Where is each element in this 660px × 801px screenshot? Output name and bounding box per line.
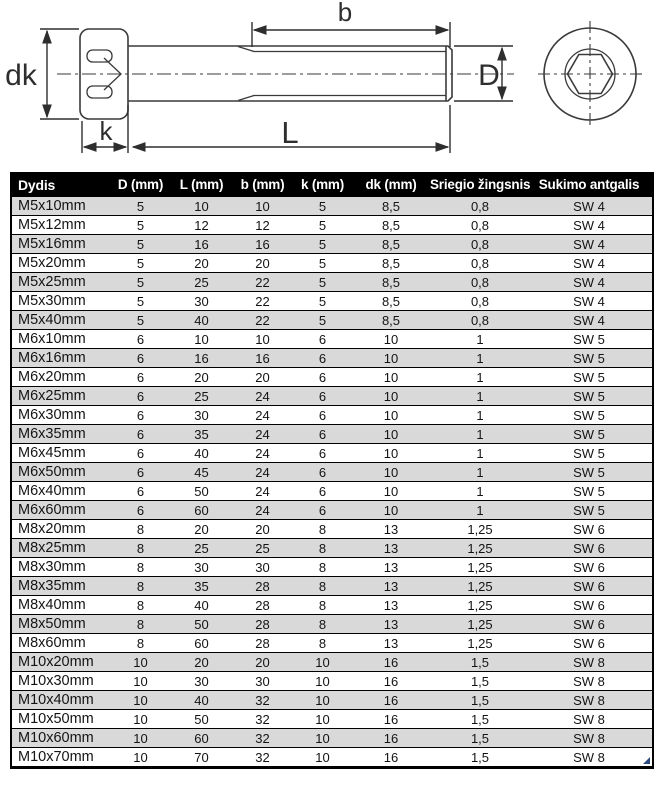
table-cell: 8 — [136, 541, 145, 555]
table-cell: 6 — [318, 427, 327, 441]
table-cell: 0,8 — [470, 275, 490, 289]
table-row — [12, 557, 652, 576]
table-cell: 30 — [194, 294, 209, 308]
table-cell: 16 — [383, 712, 399, 726]
table-cell: SW 5 — [573, 408, 605, 422]
table-cell: M6x10mm — [18, 331, 86, 347]
table-row — [12, 215, 652, 234]
column-header: Dydis — [18, 177, 56, 193]
column-header: dk (mm) — [365, 177, 417, 192]
column-header: D (mm) — [117, 177, 164, 192]
table-cell: 10 — [315, 712, 330, 726]
table-cell: 16 — [383, 674, 399, 688]
table-cell: SW 4 — [573, 275, 605, 289]
table-cell: 20 — [255, 655, 270, 669]
column-header: Sukimo antgalis — [538, 177, 640, 192]
table-cell: 24 — [255, 446, 270, 460]
table-cell: 6 — [136, 465, 145, 479]
table-cell: 6 — [318, 332, 327, 346]
table-row — [12, 291, 652, 310]
dim-label-D: D — [478, 59, 500, 92]
table-cell: 6 — [318, 408, 327, 422]
table-cell: 40 — [194, 446, 209, 460]
table-cell: 20 — [194, 655, 209, 669]
table-cell: 8 — [318, 560, 327, 574]
table-cell: 13 — [383, 560, 399, 574]
table-row — [12, 595, 652, 614]
table-cell: M8x20mm — [18, 521, 86, 537]
table-cell: 24 — [255, 503, 270, 517]
table-cell: M6x50mm — [18, 464, 86, 480]
table-cell: 40 — [194, 693, 209, 707]
table-cell: 6 — [136, 370, 145, 384]
table-cell: 30 — [255, 560, 270, 574]
table-cell: 10 — [194, 199, 209, 213]
table-cell: 8,5 — [381, 275, 401, 289]
dim-label-k: k — [99, 116, 113, 146]
table-cell: SW 5 — [573, 389, 605, 403]
table-cell: 5 — [136, 294, 145, 308]
table-row — [12, 747, 652, 766]
table-cell: 10 — [194, 332, 209, 346]
table-row — [12, 272, 652, 291]
table-cell: 1,5 — [470, 655, 490, 669]
table-cell: 28 — [255, 598, 270, 612]
table-cell: 10 — [255, 199, 270, 213]
table-cell: 16 — [194, 237, 209, 251]
table-cell: 0,8 — [470, 313, 490, 327]
table-cell: M8x30mm — [18, 559, 86, 575]
table-cell: SW 6 — [573, 541, 605, 555]
column-header: b (mm) — [240, 177, 285, 192]
table-cell: 28 — [255, 636, 270, 650]
table-row — [12, 728, 652, 747]
table-cell: 8,5 — [381, 256, 401, 270]
table-cell: SW 5 — [573, 370, 605, 384]
table-row — [12, 690, 652, 709]
table-cell: 24 — [255, 427, 270, 441]
end-view-crosshair — [538, 21, 642, 127]
table-cell: 10 — [255, 332, 270, 346]
table-cell: 8 — [318, 579, 327, 593]
table-cell: 60 — [194, 503, 209, 517]
table-cell: 5 — [318, 313, 327, 327]
table-cell: 10 — [133, 712, 148, 726]
table-cell: 1 — [476, 332, 484, 346]
table-cell: 6 — [136, 389, 145, 403]
table-row — [12, 538, 652, 557]
table-cell: 8 — [318, 522, 327, 536]
table-cell: SW 8 — [573, 674, 605, 688]
table-cell: M5x20mm — [18, 255, 86, 271]
table-cell: 22 — [255, 313, 270, 327]
table-cell: 70 — [194, 750, 209, 764]
table-cell: 28 — [255, 579, 270, 593]
table-row — [12, 633, 652, 652]
table-cell: 10 — [383, 484, 399, 498]
table-cell: SW 5 — [573, 465, 605, 479]
table-cell: 1 — [476, 503, 484, 517]
end-view — [538, 21, 642, 127]
table-cell: 10 — [383, 427, 399, 441]
table-cell: 5 — [136, 237, 145, 251]
table-cell: 16 — [383, 655, 399, 669]
table-cell: 16 — [194, 351, 209, 365]
table-cell: 6 — [318, 465, 327, 479]
table-cell: 8,5 — [381, 237, 401, 251]
table-cell: 10 — [383, 446, 399, 460]
table-cell: 10 — [133, 693, 148, 707]
table-cell: 5 — [136, 199, 145, 213]
table-cell: 10 — [383, 351, 399, 365]
table-cell: 25 — [194, 541, 209, 555]
table-cell: 10 — [315, 655, 330, 669]
table-row — [12, 329, 652, 348]
table-cell: 8 — [136, 598, 145, 612]
table-cell: SW 6 — [573, 617, 605, 631]
table-cell: 12 — [255, 218, 270, 232]
table-row — [12, 443, 652, 462]
table-row — [12, 614, 652, 633]
table-cell: 6 — [136, 332, 145, 346]
table-cell: 6 — [136, 503, 145, 517]
table-cell: 8,5 — [381, 199, 401, 213]
table-cell: 0,8 — [470, 294, 490, 308]
table-cell: 1,5 — [470, 693, 490, 707]
table-cell: 8,5 — [381, 294, 401, 308]
table-cell: 24 — [255, 408, 270, 422]
table-cell: 6 — [136, 446, 145, 460]
table-cell: 1 — [476, 370, 484, 384]
table-cell: 6 — [318, 370, 327, 384]
dim-label-b: b — [337, 0, 353, 27]
column-header: L (mm) — [179, 177, 224, 192]
table-cell: M6x20mm — [18, 369, 86, 385]
table-cell: 50 — [194, 617, 209, 631]
table-cell: 50 — [194, 484, 209, 498]
table-cell: 35 — [194, 427, 209, 441]
table-cell: SW 5 — [573, 351, 605, 365]
table-cell: SW 8 — [573, 731, 605, 745]
table-cell: 35 — [194, 579, 209, 593]
table-cell: SW 6 — [573, 598, 605, 612]
table-cell: SW 4 — [573, 313, 605, 327]
table-cell: M8x60mm — [18, 635, 86, 651]
table-cell: 10 — [315, 731, 330, 745]
table-cell: M10x30mm — [18, 673, 94, 689]
table-cell: 30 — [255, 674, 270, 688]
table-cell: M10x70mm — [18, 749, 94, 765]
table-cell: 1,25 — [467, 617, 493, 631]
table-cell: SW 6 — [573, 636, 605, 650]
table-cell: SW 6 — [573, 560, 605, 574]
table-cell: 25 — [194, 275, 209, 289]
table-row — [12, 709, 652, 728]
table-cell: 32 — [255, 731, 270, 745]
table-cell: M5x30mm — [18, 293, 86, 309]
table-cell: SW 5 — [573, 446, 605, 460]
table-cell: 13 — [383, 541, 399, 555]
table-cell: 13 — [383, 617, 399, 631]
table-row — [12, 386, 652, 405]
spec-table — [10, 172, 654, 769]
table-cell: 13 — [383, 598, 399, 612]
table-cell: 1,5 — [470, 674, 490, 688]
table-cell: SW 5 — [573, 427, 605, 441]
table-cell: M10x20mm — [18, 654, 94, 670]
table-cell: 1 — [476, 465, 484, 479]
table-cell: 50 — [194, 712, 209, 726]
table-cell: SW 4 — [573, 256, 605, 270]
table-cell: M8x50mm — [18, 616, 86, 632]
table-cell: M8x40mm — [18, 597, 86, 613]
table-cell: 1 — [476, 351, 484, 365]
table-cell: 1 — [476, 484, 484, 498]
table-cell: M10x60mm — [18, 730, 94, 746]
table-row — [12, 671, 652, 690]
table-cell: 60 — [194, 636, 209, 650]
table-cell: M8x25mm — [18, 540, 86, 556]
table-cell: 8 — [318, 617, 327, 631]
table-cell: M6x16mm — [18, 350, 86, 366]
table-cell: 24 — [255, 389, 270, 403]
dim-label-dk: dk — [5, 59, 37, 92]
table-cell: 28 — [255, 617, 270, 631]
table-cell: 5 — [136, 256, 145, 270]
table-cell: M10x40mm — [18, 692, 94, 708]
table-cell: SW 4 — [573, 218, 605, 232]
table-cell: 5 — [136, 313, 145, 327]
table-cell: 32 — [255, 712, 270, 726]
table-cell: 16 — [255, 237, 270, 251]
table-cell: 13 — [383, 636, 399, 650]
table-row — [12, 424, 652, 443]
table-cell: SW 4 — [573, 294, 605, 308]
table-cell: 1 — [476, 427, 484, 441]
table-cell: 20 — [194, 522, 209, 536]
table-cell: 6 — [318, 351, 327, 365]
table-cell: 1 — [476, 446, 484, 460]
table-cell: 8 — [318, 541, 327, 555]
table-cell: 0,8 — [470, 237, 490, 251]
table-cell: 10 — [383, 389, 399, 403]
table-cell: 22 — [255, 275, 270, 289]
table-cell: M6x25mm — [18, 388, 86, 404]
table-row — [12, 462, 652, 481]
side-view — [57, 29, 514, 119]
table-cell: 30 — [194, 560, 209, 574]
table-cell: 1 — [476, 389, 484, 403]
table-row — [12, 576, 652, 595]
table-cell: 10 — [133, 731, 148, 745]
table-cell: 8 — [136, 560, 145, 574]
table-cell: 60 — [194, 731, 209, 745]
table-cell: 5 — [318, 256, 327, 270]
table-cell: 20 — [255, 370, 270, 384]
column-header: Sriegio žingsnis — [430, 177, 530, 192]
table-cell: 5 — [318, 294, 327, 308]
table-row — [12, 348, 652, 367]
table-cell: 30 — [194, 674, 209, 688]
table-cell: SW 5 — [573, 484, 605, 498]
table-cell: 40 — [194, 313, 209, 327]
table-row — [12, 652, 652, 671]
table-cell: 20 — [255, 522, 270, 536]
table-cell: 10 — [133, 655, 148, 669]
table-cell: 32 — [255, 750, 270, 764]
table-cell: 22 — [255, 294, 270, 308]
table-cell: 1,25 — [467, 541, 493, 555]
table-cell: SW 4 — [573, 237, 605, 251]
table-cell: 1,5 — [470, 712, 490, 726]
selection-handle — [643, 757, 650, 764]
table-cell: M10x50mm — [18, 711, 94, 727]
table-cell: M6x30mm — [18, 407, 86, 423]
table-cell: 6 — [136, 408, 145, 422]
table-cell: 1,25 — [467, 522, 493, 536]
table-cell: M6x60mm — [18, 502, 86, 518]
dim-label-L: L — [281, 115, 299, 150]
table-row — [12, 310, 652, 329]
table-cell: M6x45mm — [18, 445, 86, 461]
table-row — [12, 234, 652, 253]
table-cell: 40 — [194, 598, 209, 612]
table-row — [12, 367, 652, 386]
table-cell: 6 — [318, 389, 327, 403]
table-cell: 25 — [194, 389, 209, 403]
table-cell: 10 — [383, 408, 399, 422]
table-cell: SW 8 — [573, 712, 605, 726]
table-cell: M6x35mm — [18, 426, 86, 442]
table-row — [12, 196, 652, 215]
table-cell: SW 6 — [573, 579, 605, 593]
table-row — [12, 500, 652, 519]
table-cell: 1,25 — [467, 598, 493, 612]
table-cell: 10 — [133, 750, 148, 764]
table-cell: 8 — [136, 617, 145, 631]
table-cell: 20 — [194, 256, 209, 270]
table-cell: 10 — [315, 750, 330, 764]
table-row — [12, 519, 652, 538]
table-cell: 16 — [383, 693, 399, 707]
table-cell: 32 — [255, 693, 270, 707]
table-cell: 25 — [255, 541, 270, 555]
table-cell: 8 — [318, 598, 327, 612]
table-cell: M6x40mm — [18, 483, 86, 499]
table-cell: 10 — [133, 674, 148, 688]
table-cell: 5 — [318, 218, 327, 232]
table-cell: 6 — [136, 427, 145, 441]
table-cell: 10 — [383, 332, 399, 346]
table-cell: 6 — [318, 503, 327, 517]
table-cell: 5 — [136, 275, 145, 289]
table-cell: 5 — [318, 237, 327, 251]
table-cell: 1,25 — [467, 579, 493, 593]
table-row — [12, 253, 652, 272]
table-cell: 6 — [318, 446, 327, 460]
table-cell: 45 — [194, 465, 209, 479]
table-cell: 8,5 — [381, 313, 401, 327]
table-cell: 10 — [383, 465, 399, 479]
table-cell: 8 — [136, 579, 145, 593]
table-cell: 1,5 — [470, 750, 490, 764]
table-cell: M5x10mm — [18, 198, 86, 214]
table-cell: 8 — [136, 522, 145, 536]
table-cell: 24 — [255, 484, 270, 498]
table-row — [12, 405, 652, 424]
table-cell: 16 — [383, 750, 399, 764]
table-cell: 30 — [194, 408, 209, 422]
table-cell: 8 — [318, 636, 327, 650]
table-cell: 16 — [255, 351, 270, 365]
table-cell: SW 8 — [573, 693, 605, 707]
table-cell: 1,25 — [467, 560, 493, 574]
table-cell: 20 — [194, 370, 209, 384]
table-body — [12, 196, 652, 766]
screw-diagram — [0, 0, 660, 170]
table-cell: M5x40mm — [18, 312, 86, 328]
table-header-row — [12, 174, 652, 196]
table-cell: 1,25 — [467, 636, 493, 650]
table-cell: M5x25mm — [18, 274, 86, 290]
table-cell: SW 5 — [573, 332, 605, 346]
table-cell: M8x35mm — [18, 578, 86, 594]
table-cell: 13 — [383, 522, 399, 536]
table-cell: 16 — [383, 731, 399, 745]
table-cell: 13 — [383, 579, 399, 593]
table-cell: 0,8 — [470, 199, 490, 213]
column-header: k (mm) — [300, 177, 345, 192]
table-cell: 5 — [318, 275, 327, 289]
table-cell: 5 — [136, 218, 145, 232]
table-cell: SW 4 — [573, 199, 605, 213]
table-cell: SW 6 — [573, 522, 605, 536]
table-cell: 6 — [136, 484, 145, 498]
table-cell: 24 — [255, 465, 270, 479]
table-cell: 6 — [318, 484, 327, 498]
table-cell: 20 — [255, 256, 270, 270]
table-cell: M5x12mm — [18, 217, 86, 233]
table-cell: SW 8 — [573, 750, 605, 764]
table-cell: M5x16mm — [18, 236, 86, 252]
table-cell: SW 8 — [573, 655, 605, 669]
table-cell: 6 — [136, 351, 145, 365]
table-cell: 8 — [136, 636, 145, 650]
table-cell: 10 — [383, 370, 399, 384]
table-cell: 5 — [318, 199, 327, 213]
table-cell: 0,8 — [470, 256, 490, 270]
table-cell: 10 — [315, 674, 330, 688]
table-cell: 0,8 — [470, 218, 490, 232]
table-cell: SW 5 — [573, 503, 605, 517]
table-cell: 1 — [476, 408, 484, 422]
table-cell: 10 — [315, 693, 330, 707]
table-cell: 8,5 — [381, 218, 401, 232]
table-row — [12, 481, 652, 500]
table-cell: 12 — [194, 218, 209, 232]
table-cell: 10 — [383, 503, 399, 517]
table-cell: 1,5 — [470, 731, 490, 745]
